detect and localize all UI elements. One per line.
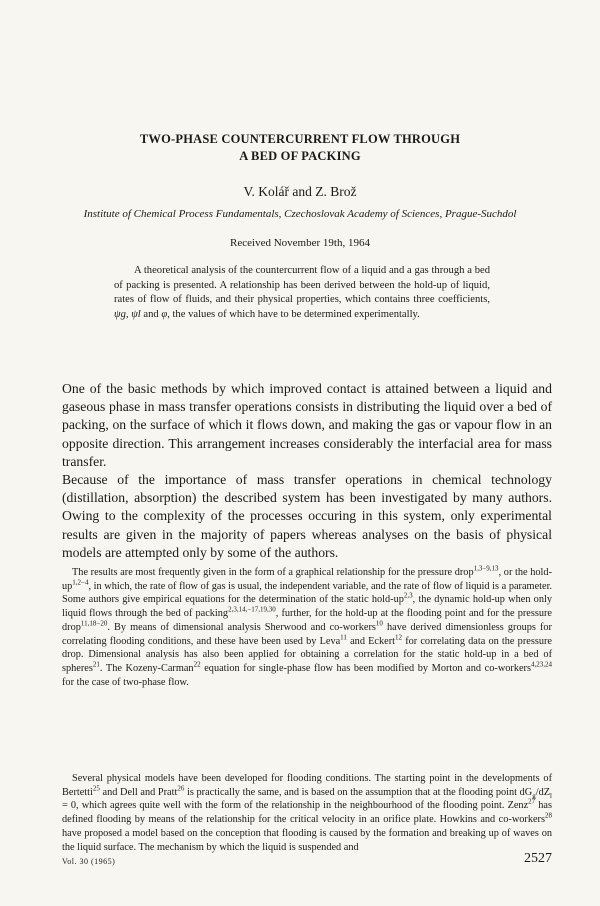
- reference-marker: 11,18−20: [80, 619, 108, 628]
- reference-marker: 27: [528, 797, 536, 806]
- abstract: A theoretical analysis of the countercurrent flow of a liquid and a gas through a bed of packing is presented. A relationship has been derived between the hold-up of liquid, rates of flow of fluids, and their physical properties, which contains three coefficients, ψg, ψl and φ, the values of which have to be determined experimentally.: [114, 265, 490, 320]
- reference-marker: 26: [177, 784, 185, 793]
- reference-marker: 21: [92, 660, 100, 669]
- authors: V. Kolář and Z. Brož: [243, 184, 357, 199]
- reference-marker: 25: [92, 784, 100, 793]
- body-paragraph-1: One of the basic methods by which improved contact is attained between a liquid and gaseous phase in mass transfer operations consists in distributing the liquid over a bed of packing, on the surface of which it flows down, and making the gas or vapour flow in an opposite direction. This arrangement increases considerably the interfacial area for mass transfer.: [62, 381, 552, 469]
- reference-marker: 2,3: [403, 591, 413, 600]
- reference-marker: 11: [340, 633, 347, 642]
- reference-marker: 28: [545, 811, 552, 820]
- reference-marker: 10: [375, 619, 383, 628]
- received-date: Received November 19th, 1964: [230, 237, 370, 249]
- reference-marker: 4,23,24: [531, 660, 552, 669]
- body-paragraph-2: Because of the importance of mass transfer operations in chemical technology (distillation, absorption) the described system has been investigated by many authors. Owing to the complexity of the processes occuring in this system, only experimental results are given in the majority of papers whereas analyses on the basis of physical models are attempted only by some of the authors.: [62, 472, 552, 560]
- psi-g-symbol: ψg: [114, 308, 126, 320]
- body-paragraph-4: Several physical models have been developed for flooding conditions. The starting point in the developments of Bertetti$^{25}$ and Dell and Pratt$^{26}$ is practically the same, and is based on the assumption that at the flooding point $dG_g/dZ_l = 0$, which agrees quite well with the form of the relationship in the neighbourhood of the flooding point. Zenz$^{27}$ has defined flooding by means of the relationship for the critical velocity in an orifice plate. Howkins and co-workers$^{28}$ have proposed a model based on the conception that flooding is caused by the formation and breaking up of waves on the liquid surface. The mechanism by which the liquid is suspended and: [62, 773, 552, 853]
- reference-marker: 2,3,14,−17,19,30: [228, 605, 276, 614]
- subscript: l: [550, 791, 552, 800]
- reference-marker: 1,3−9,13: [473, 564, 499, 573]
- subscript: g: [532, 791, 536, 800]
- reference-marker: 1,2−4: [72, 578, 89, 587]
- reference-marker: 12: [395, 633, 403, 642]
- psi-l-symbol: ψl: [131, 308, 141, 320]
- journal-volume: Vol. 30 (1965): [62, 857, 116, 866]
- title-line-2: A BED OF PACKING: [239, 149, 361, 163]
- affiliation: Institute of Chemical Process Fundamentals, Czechoslovak Academy of Sciences, Prague-Suchdol: [83, 208, 517, 220]
- title-line-1: TWO-PHASE COUNTERCURRENT FLOW THROUGH: [139, 132, 461, 146]
- phi-symbol: φ: [161, 308, 168, 320]
- paper-title: [0, 131, 600, 165]
- reference-marker: 22: [193, 660, 201, 669]
- page-number: 2527: [524, 851, 552, 866]
- body-paragraph-3: The results are most frequently given in the form of a graphical relationship for the pressure drop$^{1,3-9,13}$, or the hold-$up^{1,2-4}$, in which, the rate of flow of gas is usual, the independent variable, and the rate of flow of liquid is a parameter. Some authors give empirical equations for the determination of the static hold-up$^{2,3}$, the dynamic hold-up when only liquid flows through the bed of packing$^{2,3,14,-17,19,30}$, further, for the hold-up at the flooding point and for the pressure drop$^{11,18-20}$. By means of dimensional analysis Sherwood and co-workers$^{10}$ have derived dimensionless groups for correlating flooding conditions, and these have been used by Leva$^{11}$ and Eckert$^{12}$ for correlating data on the pressure drop. Dimensional analysis has also been applied for obtaining a correlation for the static hold-up in a bed of spheres$^{21}$. The Kozeny-Carman$^{22}$ equation for single-phase flow has been modified by Morton and co-workers$^{4,23,24}$ for the case of two-phase flow.: [62, 564, 552, 688]
